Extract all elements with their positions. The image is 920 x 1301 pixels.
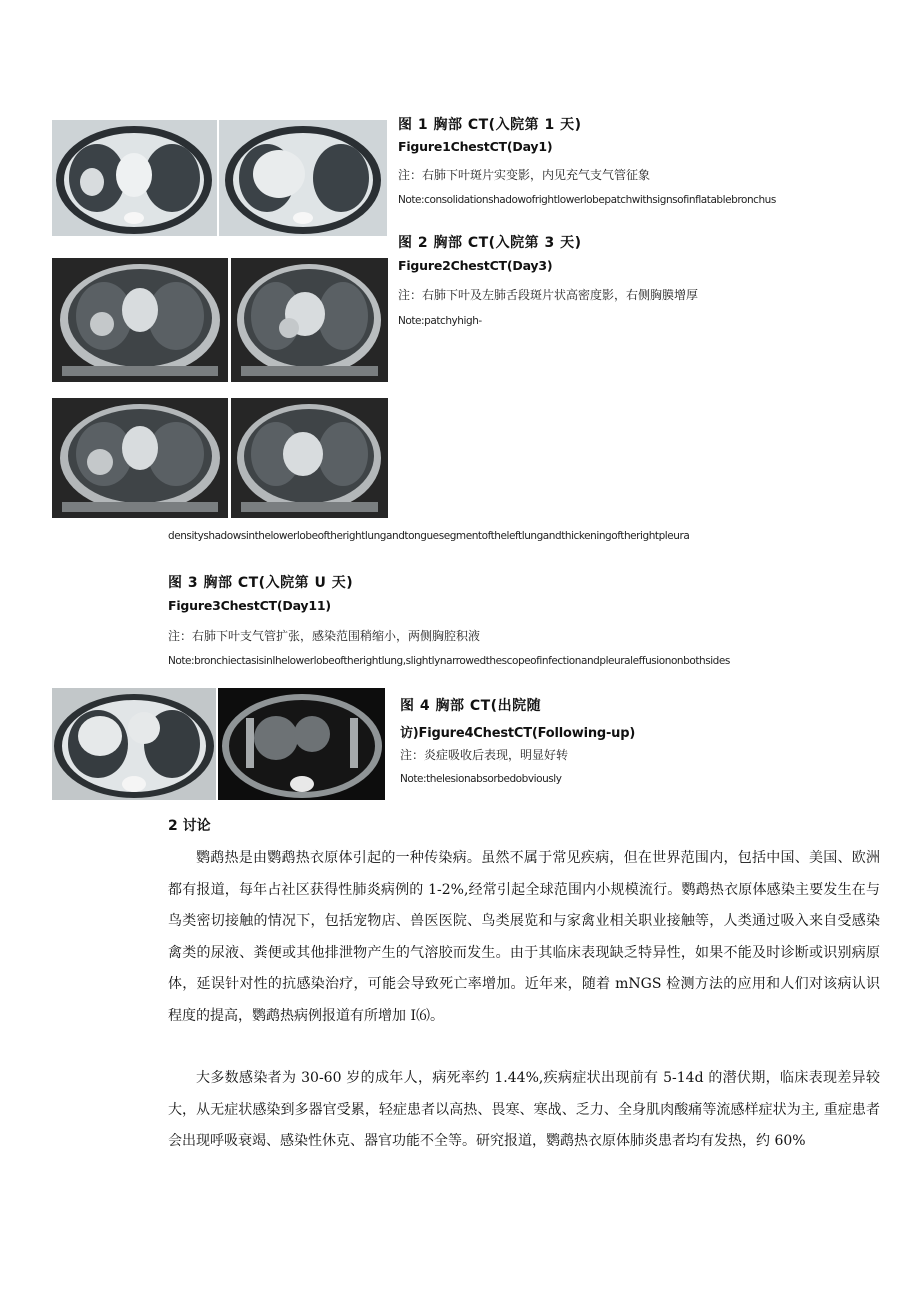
paragraph-1: 鹦鹉热是由鹦鹉热衣原体引起的一种传染病。虽然不属于常见疾病，但在世界范围内，包括中国、美国、欧洲都有报道，每年占社区获得性肺炎病例的 1-2%,经常引起全球范围内小规模流行。鹦鹉热衣原体感染主要发生在与鸟类密切接触的情况下，包括宠物店、兽医医院、鸟类展览和与家禽业相关职业接触等，人类通过吸入来自受感染禽类的尿液、粪便或其他排泄物产生的气溶胶而发生。由于其临床表现缺乏特异性，如果不能及时诊断或识别病原体，延误针对性的抗感染治疗，可能会导致死亡率增加。近年来，随着 mNGS 检测方法的应用和人们对该病认识程度的提高，鹦鹉热病例报道有所增加 I⑹。 bbox=[168, 850, 880, 1024]
fig1-caption-en: Figure1ChestCT(Day1) bbox=[398, 139, 553, 154]
fig3-note-en: Note:bronchiectasisinIhelowerlobeoftherightlung,slightlynarrowedthescopeofinfectionandpleuraleffusiononbothsides bbox=[168, 655, 730, 667]
fig2-note-en-line2: densityshadowsinthelowerlobeoftherightlungandtonguesegmentoftheleftlungandthickeningoftherightpleura bbox=[168, 530, 690, 542]
fig3-caption-cn: 图 3 胸部 CT(入院第 U 天) bbox=[168, 575, 354, 591]
fig2-caption-en: Figure2ChestCT(Day3) bbox=[398, 258, 553, 273]
ct-image-fig3-b bbox=[231, 398, 388, 518]
fig1-note-cn: 注：右肺下叶斑片实变影，内见充气支气管征象 bbox=[398, 168, 651, 182]
ct-image-fig2-a bbox=[52, 258, 228, 382]
fig4-note-cn: 注：炎症吸收后表现，明显好转 bbox=[400, 748, 569, 762]
ct-image-fig4-a bbox=[52, 688, 216, 800]
ct-image-fig1-b bbox=[219, 120, 387, 236]
ct-image-fig3-a bbox=[52, 398, 228, 518]
fig4-note-en: Note:thelesionabsorbedobviously bbox=[400, 773, 562, 785]
fig4-caption-cn: 图 4 胸部 CT(出院随 bbox=[400, 698, 542, 714]
ct-image-fig2-b bbox=[231, 258, 388, 382]
section-heading: 2 讨论 bbox=[168, 818, 211, 834]
fig2-note-en-line1: Note:patchyhigh- bbox=[398, 315, 482, 327]
fig1-note-en: Note:consolidationshadowofrightlowerlobepatchwithsignsofinflatablebronchus bbox=[398, 194, 776, 206]
fig1-caption-cn: 图 1 胸部 CT(入院第 1 天) bbox=[398, 117, 582, 133]
fig2-note-cn: 注：右肺下叶及左肺舌段斑片状高密度影，右侧胸膜增厚 bbox=[398, 288, 699, 302]
fig4-caption-line2: 访)Figure4ChestCT(Following-up) bbox=[400, 726, 636, 741]
fig3-note-cn: 注：右肺下叶支气管扩张，感染范围稍缩小，两侧胸腔积液 bbox=[168, 629, 481, 643]
fig3-caption-en: Figure3ChestCT(Day11) bbox=[168, 598, 331, 613]
paragraph-2: 大多数感染者为 30-60 岁的成年人，病死率约 1.44%,疾病症状出现前有 5-14d 的潜伏期，临床表现差异较大，从无症状感染到多器官受累，轻症患者以高热、畏寒、寒战、乏力、全身肌肉酸痛等流感样症状为主, 重症患者会出现呼吸衰竭、感染性休克、器官功能不全等。研究报道，鹦鹉热衣原体肺炎患者均有发热，约 60% bbox=[168, 1070, 880, 1149]
fig2-caption-cn: 图 2 胸部 CT(入院第 3 天) bbox=[398, 235, 582, 251]
ct-image-fig1-a bbox=[52, 120, 217, 236]
ct-image-fig4-b bbox=[218, 688, 385, 800]
